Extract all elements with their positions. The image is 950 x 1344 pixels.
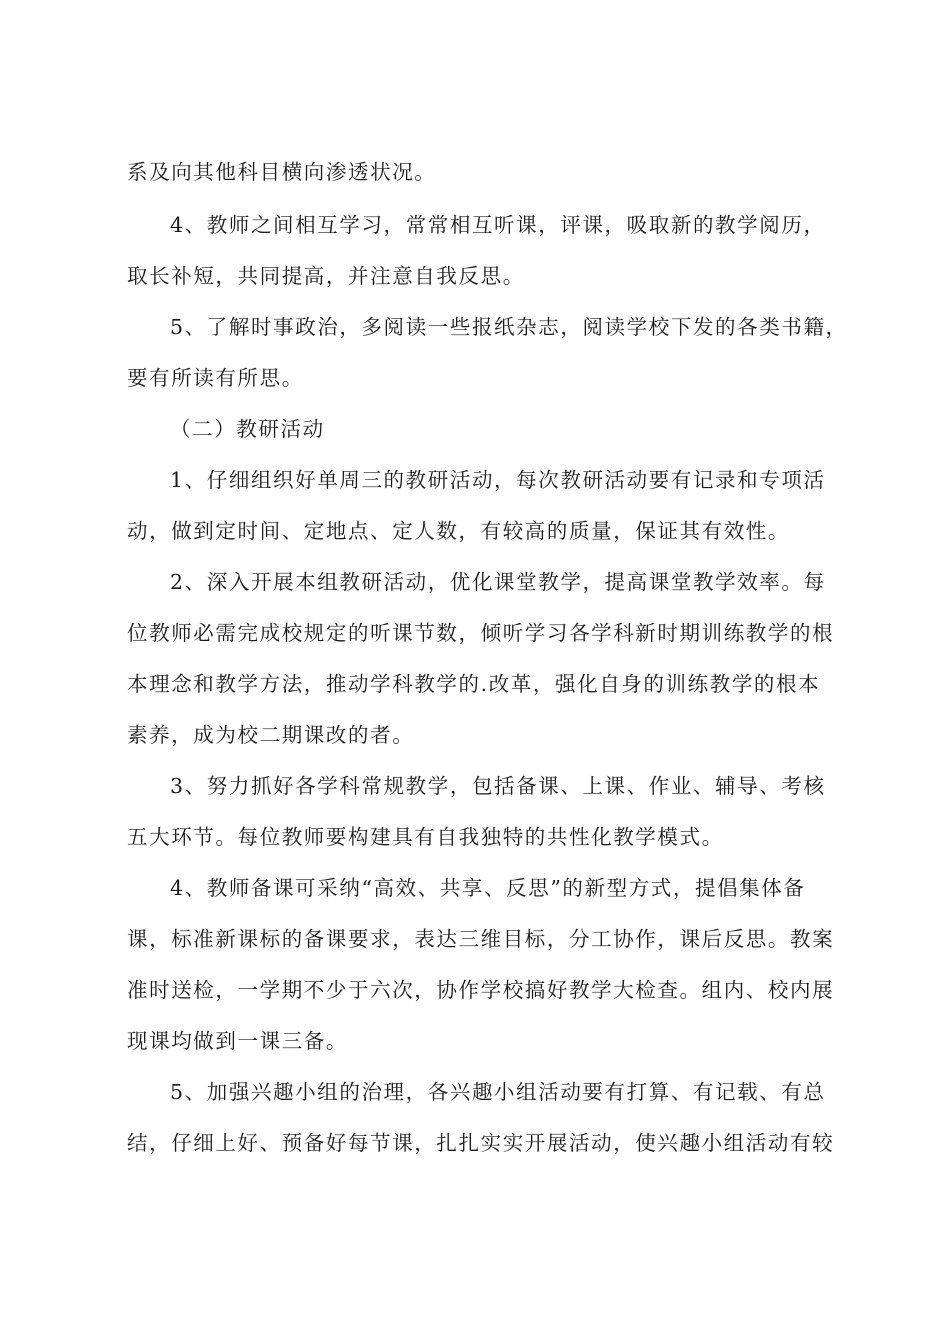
paragraph-line: 要有所读有所思。 bbox=[127, 366, 304, 390]
paragraph-line: 5、了解时事政治，多阅读一些报纸杂志，阅读学校下发的各类书籍， bbox=[170, 315, 848, 339]
paragraph-line: 现课均做到一课三备。 bbox=[127, 1029, 348, 1053]
paragraph-line: 课，标准新课标的备课要求，表达三维目标，分工协作，课后反思。教案 bbox=[127, 927, 835, 951]
paragraph-line: 本理念和教学方法，推动学科教学的.改革，强化自身的训练教学的根本 bbox=[127, 672, 821, 696]
paragraph-line: 系及向其他科目横向渗透状况。 bbox=[127, 160, 437, 184]
paragraph-line: 5、加强兴趣小组的治理，各兴趣小组活动要有打算、有记载、有总 bbox=[170, 1080, 826, 1104]
paragraph-line: 3、努力抓好各学科常规教学，包括备课、上课、作业、辅导、考核 bbox=[170, 774, 826, 798]
section-heading: （二）教研活动 bbox=[170, 417, 325, 441]
paragraph-line: 2、深入开展本组教研活动，优化课堂教学，提高课堂教学效率。每 bbox=[170, 570, 826, 594]
paragraph-line: 1、仔细组织好单周三的教研活动，每次教研活动要有记录和专项活 bbox=[170, 468, 826, 492]
paragraph-line: 动，做到定时间、定地点、定人数，有较高的质量，保证其有效性。 bbox=[127, 519, 790, 543]
paragraph-line: 4、教师备课可采纳“高效、共享、反思”的新型方式，提倡集体备 bbox=[170, 876, 806, 900]
paragraph-line: 五大环节。每位教师要构建具有自我独特的共性化教学模式。 bbox=[127, 825, 724, 849]
paragraph-line: 取长补短，共同提高，并注意自我反思。 bbox=[127, 264, 525, 288]
paragraph-line: 结，仔细上好、预备好每节课，扎扎实实开展活动，使兴趣小组活动有较 bbox=[127, 1131, 835, 1155]
paragraph-line: 素养，成为校二期课改的者。 bbox=[127, 723, 415, 747]
paragraph-line: 位教师必需完成校规定的听课节数，倾听学习各学科新时期训练教学的根 bbox=[127, 621, 835, 645]
paragraph-line: 准时送检，一学期不少于六次，协作学校搞好教学大检查。组内、校内展 bbox=[127, 978, 835, 1002]
paragraph-line: 4、教师之间相互学习，常常相互听课，评课，吸取新的教学阅历， bbox=[170, 213, 826, 237]
